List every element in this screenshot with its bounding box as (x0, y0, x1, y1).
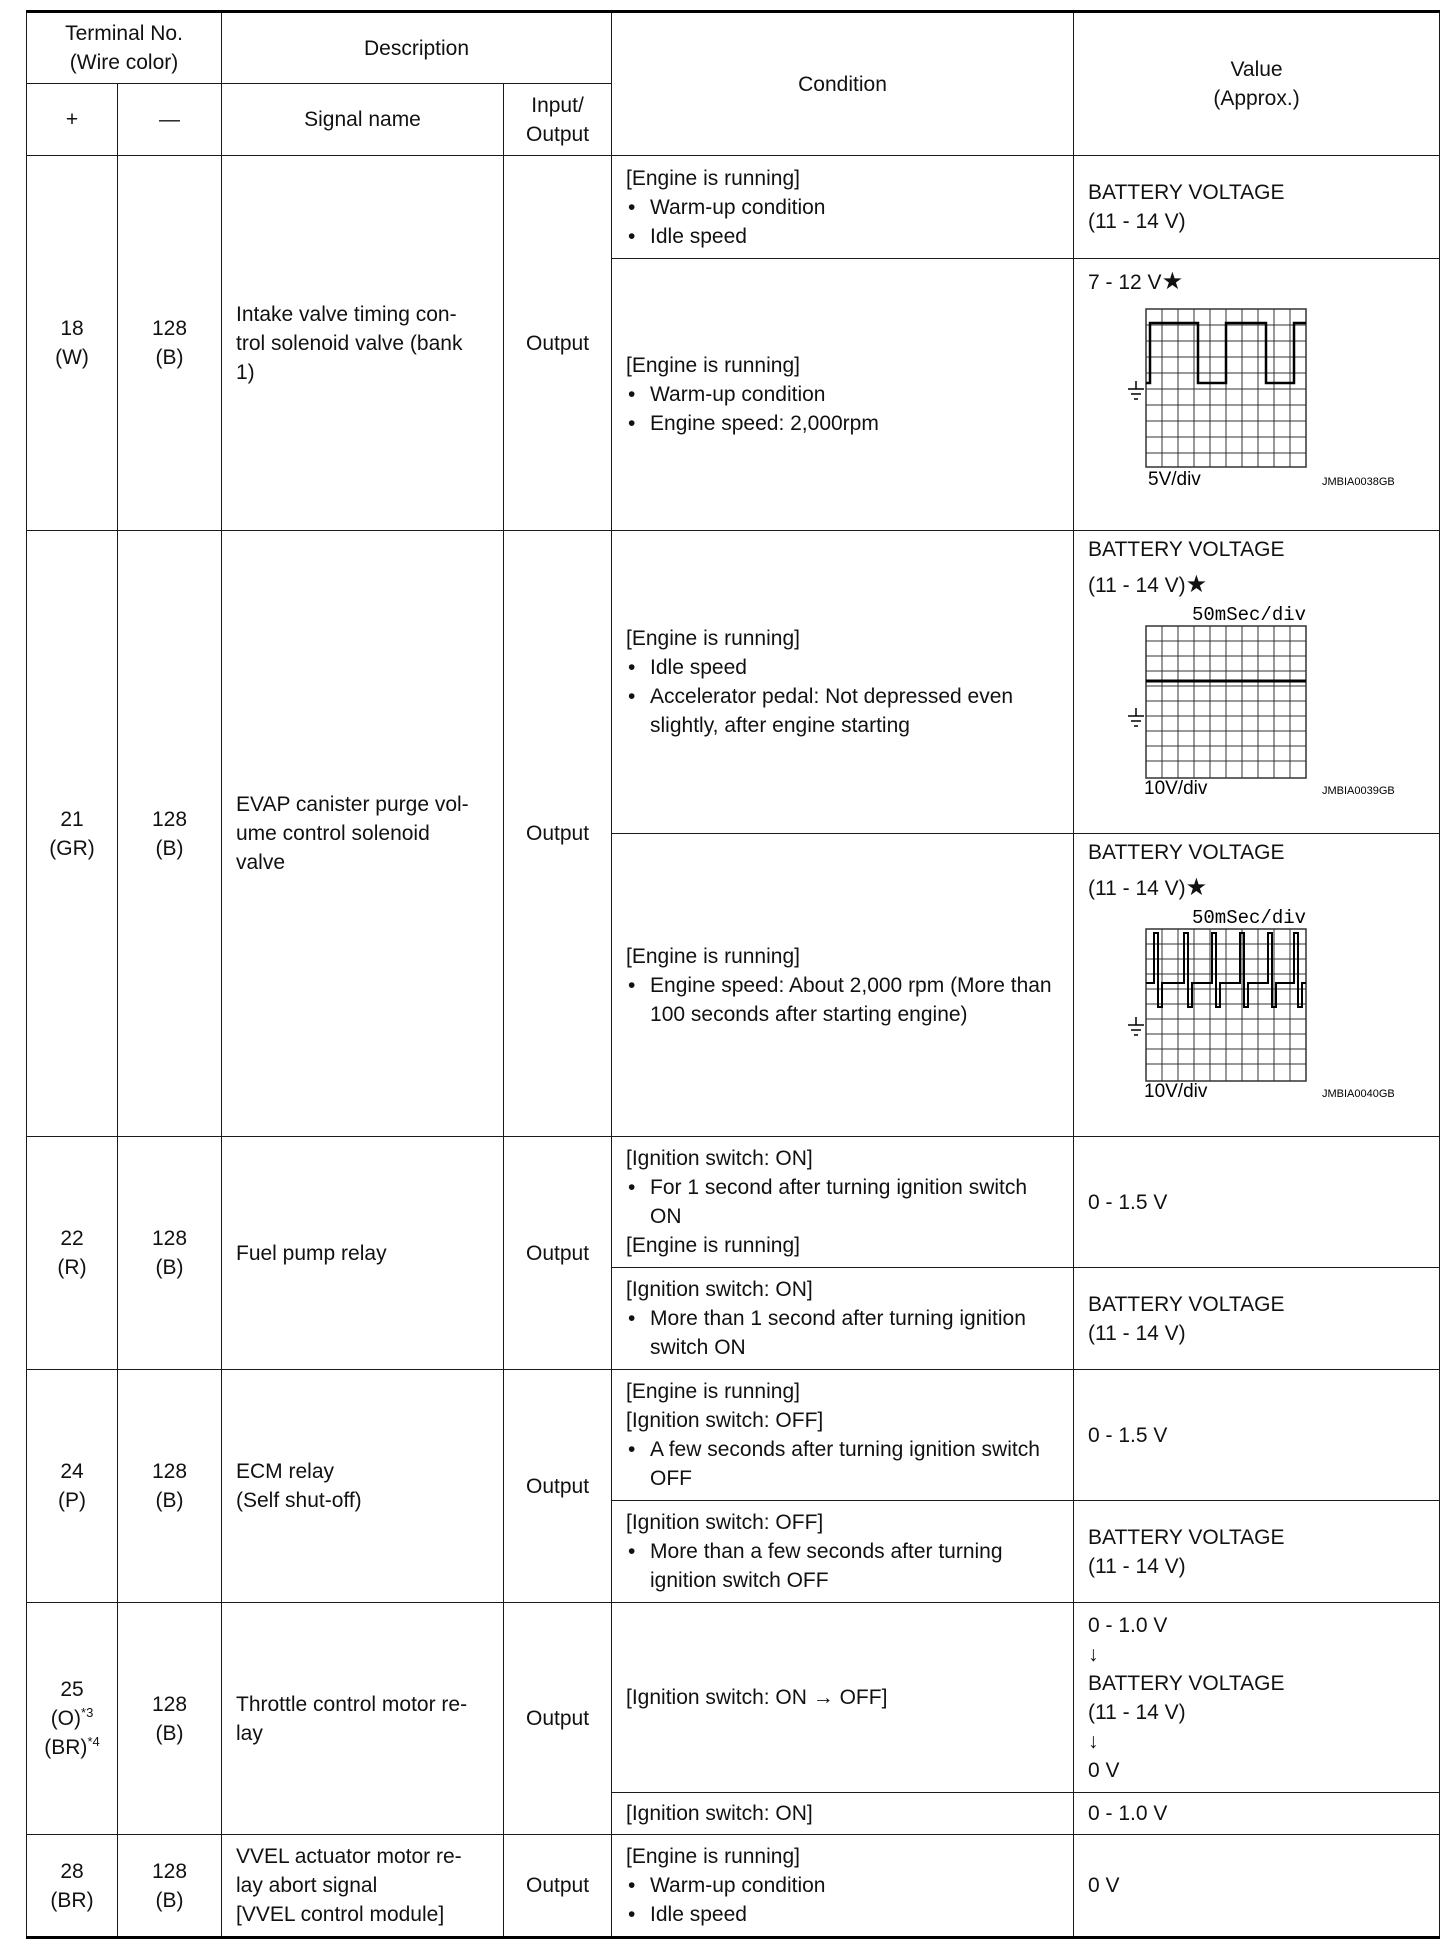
figure-code-21b: JMBIA0040GB (1322, 1088, 1395, 1100)
signal-name-28: VVEL actuator motor re- lay abort signal [VVEL control module] (222, 1835, 504, 1938)
time-per-div-21a: 50mSec/div (1192, 604, 1307, 626)
terminal-plus-28: 28 (BR) (27, 1835, 118, 1938)
figure-code-21a: JMBIA0039GB (1322, 785, 1395, 797)
header-io: Input/ Output (504, 84, 612, 156)
header-description: Description (222, 12, 612, 84)
condition-18-b: [Engine is running] • Warm-up condition • Engine speed: 2,000rpm (612, 259, 1074, 531)
table-row (27, 1835, 1440, 1938)
value-24-a: 0 - 1.5 V (1074, 1370, 1440, 1501)
volts-per-div-21a: 10V/div (1144, 778, 1208, 798)
io-18: Output (504, 156, 612, 531)
value-25-a: 0 - 1.0 V ↓ BATTERY VOLTAGE (11 - 14 V) ↓ 0 V (1074, 1603, 1440, 1793)
terminal-minus-18: 128 (B) (118, 156, 222, 531)
terminal-minus-24: 128 (B) (118, 1370, 222, 1603)
value-21-a: BATTERY VOLTAGE (11 - 14 V)★ 50mSec/div 10V/div JMBIA0039GB (1074, 531, 1440, 834)
volts-per-div-18: 5V/div (1148, 469, 1201, 489)
terminal-plus-18: 18 (W) (27, 156, 118, 531)
header-condition: Condition (612, 12, 1074, 156)
signal-name-24: ECM relay (Self shut-off) (222, 1370, 504, 1603)
oscilloscope-waveform-21-2000rpm (1088, 905, 1426, 1101)
terminal-minus-25: 128 (B) (118, 1603, 222, 1835)
condition-18-a: [Engine is running] • Warm-up condition • Idle speed (612, 156, 1074, 259)
signal-name-18: Intake valve timing con- trol solenoid valve (bank 1) (222, 156, 504, 531)
signal-name-22: Fuel pump relay (222, 1137, 504, 1370)
io-25: Output (504, 1603, 612, 1835)
value-18-a: BATTERY VOLTAGE (11 - 14 V) (1074, 156, 1440, 259)
oscilloscope-waveform-18 (1088, 299, 1426, 489)
io-22: Output (504, 1137, 612, 1370)
header-signal-name: Signal name (222, 84, 504, 156)
oscilloscope-waveform-21-idle (1088, 602, 1426, 798)
value-24-b: BATTERY VOLTAGE (11 - 14 V) (1074, 1501, 1440, 1603)
table-row (27, 1370, 1440, 1501)
condition-21-a: [Engine is running] • Idle speed • Accelerator pedal: Not depressed even slightly, after engine starting (612, 531, 1074, 834)
value-18-b: 7 - 12 V★ 5V/div JMBIA0038GB (1074, 259, 1440, 531)
signal-name-21: EVAP canister purge vol- ume control solenoid valve (222, 531, 504, 1137)
terminal-minus-28: 128 (B) (118, 1835, 222, 1938)
figure-code-18: JMBIA0038GB (1322, 476, 1395, 488)
condition-22-a: [Ignition switch: ON] • For 1 second after turning ignition switch ON [Engine is running] (612, 1137, 1074, 1268)
star-icon: ★ (1161, 268, 1184, 295)
terminal-spec-table (26, 10, 1440, 1939)
terminal-minus-22: 128 (B) (118, 1137, 222, 1370)
condition-22-b: [Ignition switch: ON] • More than 1 second after turning ignition switch ON (612, 1268, 1074, 1370)
terminal-plus-22: 22 (R) (27, 1137, 118, 1370)
header-plus: + (27, 84, 118, 156)
header-terminal: Terminal No. (Wire color) (27, 12, 222, 84)
value-28: 0 V (1074, 1835, 1440, 1938)
value-21-b: BATTERY VOLTAGE (11 - 14 V)★ 50mSec/div 10V/div JMBIA0040GB (1074, 834, 1440, 1137)
terminal-plus-25: 25 $(O)^{*3}$ (BR)$^{*4}$ (27, 1603, 118, 1835)
condition-28: [Engine is running] • Warm-up condition • Idle speed (612, 1835, 1074, 1938)
condition-25-a: [Ignition switch: ON → OFF] (612, 1603, 1074, 1793)
signal-name-25: Throttle control motor re- lay (222, 1603, 504, 1835)
condition-24-b: [Ignition switch: OFF] • More than a few seconds after turning ignition switch OFF (612, 1501, 1074, 1603)
header-minus: — (118, 84, 222, 156)
time-per-div-21b: 50mSec/div (1192, 907, 1307, 929)
value-22-a: 0 - 1.5 V (1074, 1137, 1440, 1268)
value-22-b: BATTERY VOLTAGE (11 - 14 V) (1074, 1268, 1440, 1370)
table-row (27, 1137, 1440, 1268)
io-28: Output (504, 1835, 612, 1938)
io-21: Output (504, 531, 612, 1137)
table-row (27, 156, 1440, 259)
terminal-plus-21: 21 (GR) (27, 531, 118, 1137)
star-icon: ★ (1185, 874, 1208, 901)
volts-per-div-21b: 10V/div (1144, 1081, 1208, 1101)
terminal-minus-21: 128 (B) (118, 531, 222, 1137)
condition-24-a: [Engine is running] [Ignition switch: OFF] • A few seconds after turning ignition switch OFF (612, 1370, 1074, 1501)
table-row (27, 531, 1440, 834)
condition-25-b: [Ignition switch: ON] (612, 1793, 1074, 1835)
io-24: Output (504, 1370, 612, 1603)
table-row (27, 1603, 1440, 1793)
star-icon: ★ (1185, 571, 1208, 598)
condition-21-b: [Engine is running] • Engine speed: About 2,000 rpm (More than 100 seconds after starting engine) (612, 834, 1074, 1137)
header-value: Value (Approx.) (1074, 12, 1440, 156)
terminal-plus-24: 24 (P) (27, 1370, 118, 1603)
value-25-b: 0 - 1.0 V (1074, 1793, 1440, 1835)
